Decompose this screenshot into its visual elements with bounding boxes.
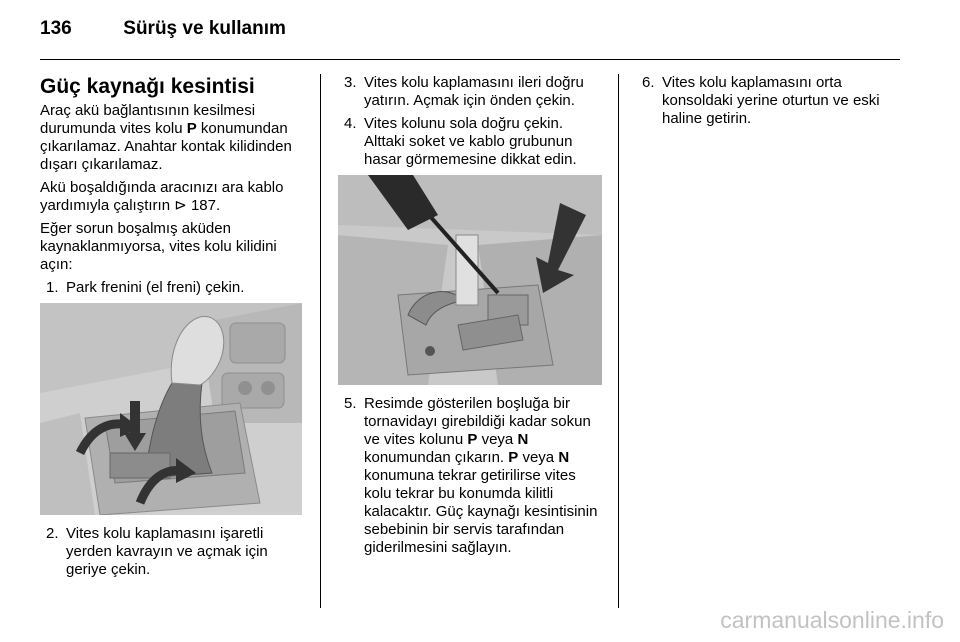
chapter-title: Sürüş ve kullanım <box>123 18 286 39</box>
column-divider-2 <box>618 74 619 608</box>
section-heading: Güç kaynağı kesintisi <box>40 75 255 98</box>
page-number: 136 <box>40 18 72 39</box>
column-1 <box>40 74 305 584</box>
watermark: carmanualsonline.info <box>720 607 944 633</box>
column-divider-1 <box>320 74 321 608</box>
step-1: 1. Park frenini (el freni) çekin. <box>46 279 245 296</box>
column-3 <box>636 74 906 133</box>
page-header <box>40 18 286 40</box>
paragraph-battery-disconnect: Araç akü bağlantısının kesilmesi durumunda vites kolu P konumundan çıkarılamaz. Anahtar kontak kilidinden dışarı çıkarılamaz. <box>40 102 292 173</box>
page-reference-icon: ⊳ <box>174 197 187 214</box>
paragraph-jump-start: Akü boşaldığında aracınızı ara kablo yardımıyla çalıştırın ⊳ 187. <box>40 179 284 214</box>
step-5: 5. Resimde gösterilen boşluğa bir tornavidayı girebildiği kadar sokun ve vites kolunu P veya N konumundan çıkarın. P veya N konumuna tekrar getirilirse vites kolu tekrar bu konumda kilitli kalacaktır. Güç kaynağı kesintisinin sebebinin bir servis tarafından giderilmesini sağlayın. <box>344 395 598 556</box>
screwdriver-release-illustration <box>338 175 602 385</box>
gear-p-label: P <box>508 449 519 466</box>
gear-n-label: N <box>517 431 529 448</box>
gear-lever-cover-illustration <box>40 303 302 515</box>
gear-n-label: N <box>558 449 570 466</box>
step-2: 2. Vites kolu kaplamasını işaretli yerden kavrayın ve açmak için geriye çekin. <box>46 525 268 578</box>
column-2 <box>338 74 606 562</box>
header-rule <box>40 59 900 60</box>
gear-p-label: P <box>186 120 197 137</box>
step-4: 4. Vites kolunu sola doğru çekin. Alttaki soket ve kablo grubunun hasar görmemesine dikkat edin. <box>344 115 577 168</box>
gear-p-label: P <box>467 431 478 448</box>
step-6: 6. Vites kolu kaplamasını orta konsoldaki yerine oturtun ve eski haline getirin. <box>642 74 880 127</box>
paragraph-unlock-intro: Eğer sorun boşalmış aküden kaynaklanmıyorsa, vites kolu kilidini açın: <box>40 220 277 273</box>
step-3: 3. Vites kolu kaplamasını ileri doğru yatırın. Açmak için önden çekin. <box>344 74 584 109</box>
